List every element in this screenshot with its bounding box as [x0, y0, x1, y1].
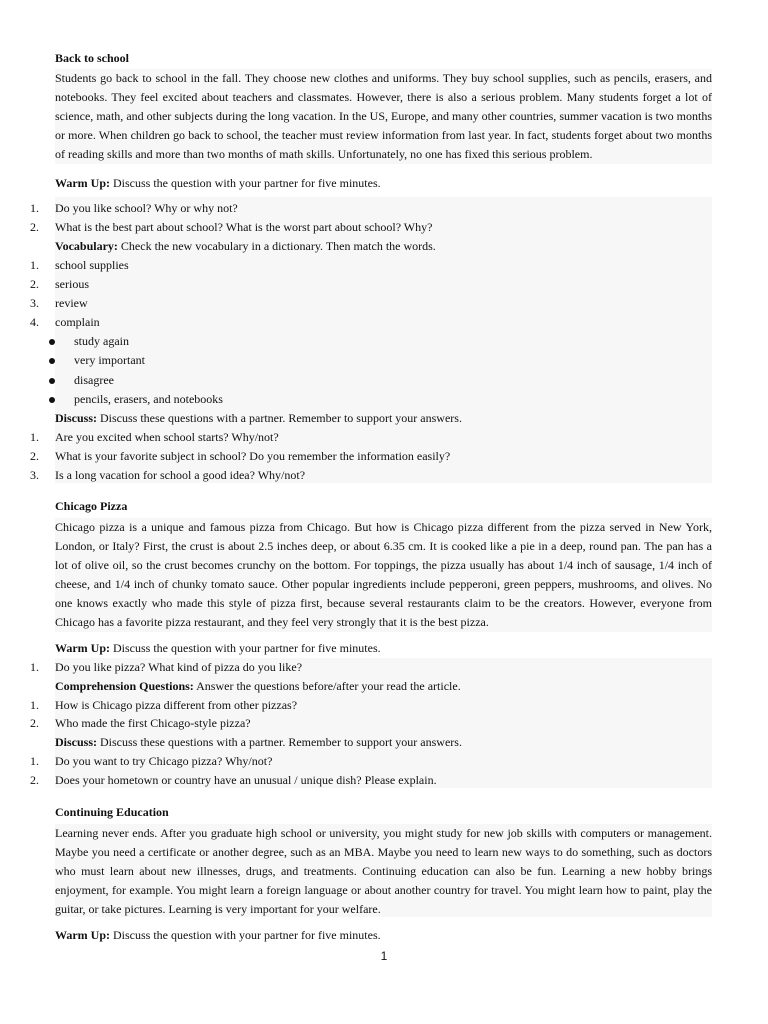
discuss-instruction — [55, 735, 462, 749]
warmup-instruction — [55, 641, 381, 655]
list-number: 1. — [30, 754, 39, 768]
comprehension-instruction — [55, 679, 461, 693]
list-item: Do you like pizza? What kind of pizza do you like? — [55, 660, 303, 674]
list-item: Who made the first Chicago-style pizza? — [55, 716, 251, 730]
list-item: complain — [55, 315, 100, 329]
list-number: 1. — [30, 201, 39, 215]
warmup-text: Discuss the question with your partner for five minutes. — [110, 641, 381, 655]
vocabulary-instruction — [55, 239, 436, 253]
bullet-item: disagree — [74, 373, 114, 387]
bullet-icon — [49, 378, 55, 384]
list-number: 1. — [30, 258, 39, 272]
list-item: Do you want to try Chicago pizza? Why/not? — [55, 754, 273, 768]
comprehension-text: Answer the questions before/after your read the article. — [193, 679, 461, 693]
warmup-instruction — [55, 928, 381, 942]
section-title-back-to-school: Back to school — [55, 51, 130, 65]
list-item: serious — [55, 277, 89, 291]
list-number: 2. — [30, 773, 39, 787]
list-number: 1. — [30, 698, 39, 712]
vocabulary-label: Vocabulary: — [55, 239, 118, 253]
vocabulary-text: Check the new vocabulary in a dictionary. Then match the words. — [117, 239, 436, 253]
list-number: 2. — [30, 277, 39, 291]
bullet-icon — [49, 397, 55, 403]
list-number: 4. — [30, 315, 39, 329]
list-number: 1. — [30, 660, 39, 674]
discuss-instruction — [55, 411, 462, 425]
discuss-text: Discuss these questions with a partner. Remember to support your answers. — [97, 735, 462, 749]
list-item: Is a long vacation for school a good idea? Why/not? — [55, 468, 306, 482]
discuss-label: Discuss: — [55, 735, 98, 749]
list-number: 1. — [30, 430, 39, 444]
list-number: 3. — [30, 296, 39, 310]
bullet-item: pencils, erasers, and notebooks — [74, 392, 223, 406]
warmup-label: Warm Up: — [55, 641, 110, 655]
paragraph-back-to-school: Students go back to school in the fall. They choose new clothes and uniforms. They buy school supplies, such as pencils, erasers, and notebooks. They feel excited about teachers and classmates. However, there is also a serious problem. Many students forget a lot of science, math, and other subjects during the long vacation. In the US, Europe, and many other countries, summer vacation is two months or more. When children go back to school, the teacher must review information from last year. In fact, students forget about two months of reading skills and more than two months of math skills. Unfortunately, no one has fixed this serious problem. — [55, 69, 712, 164]
list-item: school supplies — [55, 258, 129, 272]
list-number: 2. — [30, 449, 39, 463]
bullet-item: very important — [74, 353, 145, 367]
list-item: Do you like school? Why or why not? — [55, 201, 238, 215]
list-item: What is your favorite subject in school? Do you remember the information easily? — [55, 449, 451, 463]
paragraph-chicago-pizza: Chicago pizza is a unique and famous pizza from Chicago. But how is Chicago pizza different from the pizza served in New York, London, or Italy? First, the crust is about 2.5 inches deep, or about 6.35 cm. It is cooked like a pie in a deep, round pan. The pan has a lot of olive oil, so the crust becomes crunchy on the bottom. For toppings, the pizza usually has about 1/4 inch of sausage, 1/4 inch of cheese, and 1/4 inch of chunky tomato sauce. Other popular ingredients include pepperoni, green peppers, mushrooms, and olives. No one knows exactly who made this style of pizza first, because several restaurants claim to be the creators. However, everyone from Chicago has a favorite pizza restaurant, and they feel very strongly that it is the best pizza. — [55, 518, 712, 632]
list-item: How is Chicago pizza different from other pizzas? — [55, 698, 298, 712]
warmup-label: Warm Up: — [55, 176, 110, 190]
list-item: Does your hometown or country have an unusual / unique dish? Please explain. — [55, 773, 437, 787]
bullet-icon — [49, 339, 55, 345]
paragraph-continuing-education: Learning never ends. After you graduate high school or university, you might study for new job skills with computers or management. Maybe you need a certificate or another degree, such as an MBA. Maybe you need to learn new ways to do something, such as doctors who must learn about new illnesses, drugs, and treatments. Continuing education can also be fun. Learning a new hobby brings enjoyment, for example. You might learn a foreign language or about another country for travel. You might learn how to paint, play the guitar, or take pictures. Learning is very important for your welfare. — [55, 826, 712, 916]
discuss-text: Discuss these questions with a partner. Remember to support your answers. — [97, 411, 462, 425]
list-item: What is the best part about school? What is the worst part about school? Why? — [55, 220, 433, 234]
warmup-text: Discuss the question with your partner for five minutes. — [110, 176, 381, 190]
warmup-text: Discuss the question with your partner for five minutes. — [110, 928, 381, 942]
list-item: Are you excited when school starts? Why/not? — [55, 430, 279, 444]
warmup-label: Warm Up: — [55, 928, 110, 942]
page-number: 1 — [380, 949, 388, 963]
list-number: 3. — [30, 468, 39, 482]
bullet-icon — [49, 358, 55, 364]
list-number: 2. — [30, 716, 39, 730]
bullet-item: study again — [74, 334, 129, 348]
comprehension-label: Comprehension Questions: — [55, 679, 194, 693]
warmup-instruction — [55, 176, 381, 190]
list-item: review — [55, 296, 88, 310]
section-title-continuing-education: Continuing Education — [55, 805, 169, 819]
section-title-chicago-pizza: Chicago Pizza — [55, 499, 128, 513]
discuss-label: Discuss: — [55, 411, 98, 425]
list-number: 2. — [30, 220, 39, 234]
